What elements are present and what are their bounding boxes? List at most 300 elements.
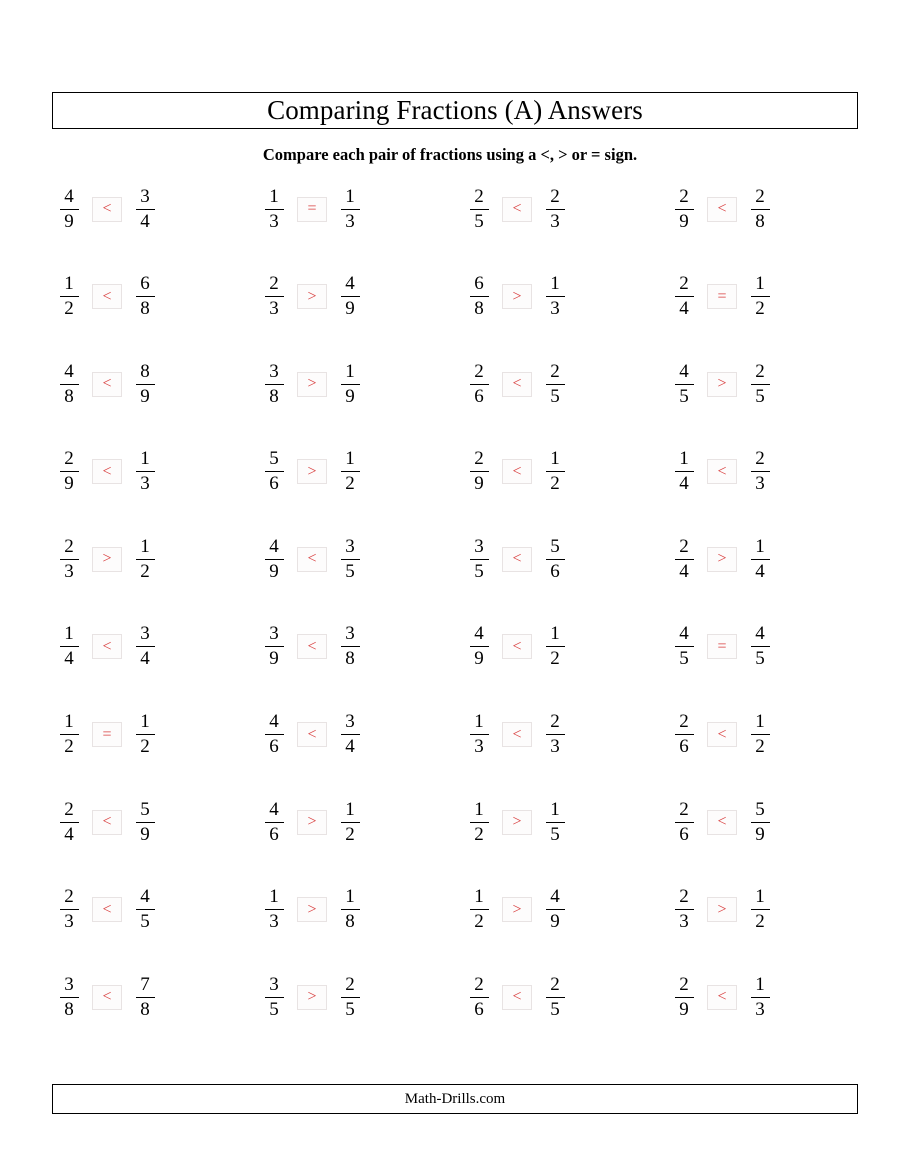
numerator: 2 bbox=[679, 886, 689, 908]
numerator: 1 bbox=[345, 798, 355, 820]
numerator: 4 bbox=[345, 273, 355, 295]
fraction-bar bbox=[546, 209, 565, 210]
denominator: 2 bbox=[474, 823, 484, 845]
answer-box[interactable]: < bbox=[502, 985, 532, 1010]
problem-grid bbox=[44, 176, 864, 1052]
fraction-comparison-problem bbox=[669, 176, 775, 242]
fraction-comparison-problem bbox=[54, 439, 160, 505]
problem-cell bbox=[44, 702, 249, 790]
fraction-comparison-problem bbox=[54, 877, 160, 943]
answer-box[interactable]: = bbox=[707, 284, 737, 309]
problem-cell bbox=[249, 176, 454, 264]
fraction-bar bbox=[675, 559, 694, 560]
fraction-bar bbox=[136, 822, 155, 823]
fraction-bar bbox=[675, 997, 694, 998]
fraction-comparison-problem bbox=[669, 264, 775, 330]
fraction-comparison-problem bbox=[54, 526, 160, 592]
numerator: 1 bbox=[474, 798, 484, 820]
right-fraction bbox=[335, 974, 365, 1021]
denominator: 9 bbox=[345, 298, 355, 320]
denominator: 9 bbox=[140, 823, 150, 845]
denominator: 4 bbox=[64, 823, 74, 845]
right-fraction bbox=[130, 186, 160, 233]
numerator: 2 bbox=[64, 448, 74, 470]
right-fraction bbox=[335, 711, 365, 758]
denominator: 6 bbox=[679, 736, 689, 758]
fraction-comparison-problem bbox=[669, 964, 775, 1030]
right-fraction bbox=[745, 974, 775, 1021]
denominator: 8 bbox=[64, 998, 74, 1020]
numerator: 4 bbox=[474, 623, 484, 645]
fraction-bar bbox=[341, 209, 360, 210]
right-fraction bbox=[745, 186, 775, 233]
answer-box[interactable]: < bbox=[92, 372, 122, 397]
right-fraction bbox=[130, 536, 160, 583]
fraction-bar bbox=[751, 646, 770, 647]
right-fraction bbox=[335, 536, 365, 583]
denominator: 3 bbox=[474, 736, 484, 758]
problem-cell bbox=[249, 439, 454, 527]
numerator: 1 bbox=[474, 711, 484, 733]
problem-row bbox=[44, 439, 864, 527]
problem-cell bbox=[249, 264, 454, 352]
left-fraction bbox=[259, 273, 289, 320]
fraction-bar bbox=[751, 822, 770, 823]
left-fraction bbox=[54, 536, 84, 583]
right-fraction bbox=[130, 974, 160, 1021]
left-fraction bbox=[259, 799, 289, 846]
left-fraction bbox=[464, 974, 494, 1021]
left-fraction bbox=[54, 186, 84, 233]
fraction-bar bbox=[675, 646, 694, 647]
fraction-comparison-problem bbox=[669, 614, 775, 680]
numerator: 4 bbox=[64, 185, 74, 207]
fraction-bar bbox=[136, 734, 155, 735]
answer-box[interactable]: < bbox=[707, 459, 737, 484]
left-fraction bbox=[259, 448, 289, 495]
numerator: 1 bbox=[679, 448, 689, 470]
denominator: 9 bbox=[474, 648, 484, 670]
denominator: 3 bbox=[550, 736, 560, 758]
fraction-comparison-problem bbox=[669, 702, 775, 768]
denominator: 3 bbox=[755, 998, 765, 1020]
answer-box[interactable]: < bbox=[707, 197, 737, 222]
numerator: 1 bbox=[550, 273, 560, 295]
numerator: 4 bbox=[550, 886, 560, 908]
denominator: 3 bbox=[64, 911, 74, 933]
answer-box[interactable]: < bbox=[502, 372, 532, 397]
answer-box[interactable]: > bbox=[502, 897, 532, 922]
denominator: 2 bbox=[140, 736, 150, 758]
denominator: 6 bbox=[474, 385, 484, 407]
fraction-bar bbox=[675, 384, 694, 385]
fraction-comparison-problem bbox=[464, 789, 570, 855]
fraction-comparison-problem bbox=[464, 702, 570, 768]
left-fraction bbox=[464, 799, 494, 846]
answer-box[interactable]: < bbox=[707, 722, 737, 747]
right-fraction bbox=[540, 186, 570, 233]
problem-cell bbox=[44, 614, 249, 702]
right-fraction bbox=[745, 448, 775, 495]
fraction-bar bbox=[470, 997, 489, 998]
fraction-bar bbox=[265, 209, 284, 210]
fraction-comparison-problem bbox=[259, 964, 365, 1030]
denominator: 5 bbox=[474, 210, 484, 232]
denominator: 4 bbox=[679, 560, 689, 582]
fraction-bar bbox=[136, 384, 155, 385]
fraction-bar bbox=[470, 909, 489, 910]
fraction-comparison-problem bbox=[259, 176, 365, 242]
denominator: 3 bbox=[550, 298, 560, 320]
fraction-bar bbox=[470, 734, 489, 735]
fraction-bar bbox=[546, 559, 565, 560]
right-fraction bbox=[335, 273, 365, 320]
numerator: 2 bbox=[550, 973, 560, 995]
answer-box[interactable]: = bbox=[707, 634, 737, 659]
denominator: 9 bbox=[679, 210, 689, 232]
page-title: Comparing Fractions (A) Answers bbox=[267, 95, 643, 125]
numerator: 4 bbox=[269, 535, 279, 557]
left-fraction bbox=[464, 623, 494, 670]
fraction-comparison-problem bbox=[464, 964, 570, 1030]
fraction-bar bbox=[675, 734, 694, 735]
right-fraction bbox=[130, 361, 160, 408]
fraction-bar bbox=[470, 559, 489, 560]
problem-row bbox=[44, 702, 864, 790]
fraction-comparison-problem bbox=[464, 877, 570, 943]
problem-cell bbox=[659, 439, 864, 527]
fraction-bar bbox=[546, 384, 565, 385]
answer-box[interactable]: > bbox=[707, 372, 737, 397]
numerator: 2 bbox=[64, 798, 74, 820]
problem-cell bbox=[44, 526, 249, 614]
fraction-comparison-problem bbox=[54, 264, 160, 330]
fraction-bar bbox=[675, 296, 694, 297]
numerator: 1 bbox=[755, 973, 765, 995]
numerator: 2 bbox=[679, 711, 689, 733]
fraction-bar bbox=[60, 384, 79, 385]
answer-box[interactable]: < bbox=[92, 284, 122, 309]
left-fraction bbox=[464, 886, 494, 933]
denominator: 6 bbox=[550, 560, 560, 582]
fraction-bar bbox=[470, 209, 489, 210]
fraction-comparison-problem bbox=[259, 702, 365, 768]
fraction-bar bbox=[60, 296, 79, 297]
denominator: 5 bbox=[679, 385, 689, 407]
denominator: 9 bbox=[140, 385, 150, 407]
numerator: 1 bbox=[755, 535, 765, 557]
fraction-comparison-problem bbox=[259, 614, 365, 680]
fraction-comparison-problem bbox=[464, 264, 570, 330]
right-fraction bbox=[130, 711, 160, 758]
answer-box[interactable]: < bbox=[92, 985, 122, 1010]
instructions-text: Compare each pair of fractions using a <, > or = sign. bbox=[262, 145, 638, 164]
fraction-bar bbox=[136, 209, 155, 210]
denominator: 3 bbox=[679, 911, 689, 933]
right-fraction bbox=[745, 361, 775, 408]
left-fraction bbox=[669, 273, 699, 320]
right-fraction bbox=[335, 623, 365, 670]
numerator: 2 bbox=[550, 360, 560, 382]
answer-box[interactable]: < bbox=[707, 810, 737, 835]
numerator: 2 bbox=[679, 973, 689, 995]
denominator: 3 bbox=[140, 473, 150, 495]
denominator: 4 bbox=[679, 473, 689, 495]
numerator: 2 bbox=[679, 185, 689, 207]
fraction-comparison-problem bbox=[259, 439, 365, 505]
right-fraction bbox=[335, 886, 365, 933]
fraction-bar bbox=[341, 822, 360, 823]
numerator: 1 bbox=[755, 273, 765, 295]
fraction-bar bbox=[751, 209, 770, 210]
answer-box[interactable]: > bbox=[297, 810, 327, 835]
answer-box[interactable]: < bbox=[92, 634, 122, 659]
fraction-bar bbox=[341, 734, 360, 735]
left-fraction bbox=[464, 361, 494, 408]
right-fraction bbox=[540, 536, 570, 583]
left-fraction bbox=[54, 886, 84, 933]
answer-box[interactable]: < bbox=[502, 547, 532, 572]
fraction-bar bbox=[341, 296, 360, 297]
left-fraction bbox=[259, 186, 289, 233]
numerator: 1 bbox=[64, 711, 74, 733]
denominator: 8 bbox=[345, 911, 355, 933]
right-fraction bbox=[745, 623, 775, 670]
denominator: 6 bbox=[269, 736, 279, 758]
denominator: 9 bbox=[269, 648, 279, 670]
fraction-bar bbox=[136, 646, 155, 647]
answer-box[interactable]: < bbox=[92, 197, 122, 222]
numerator: 1 bbox=[345, 185, 355, 207]
answer-box[interactable]: < bbox=[297, 722, 327, 747]
problem-cell bbox=[659, 789, 864, 877]
fraction-bar bbox=[751, 734, 770, 735]
denominator: 2 bbox=[550, 648, 560, 670]
problem-cell bbox=[249, 789, 454, 877]
left-fraction bbox=[669, 623, 699, 670]
numerator: 2 bbox=[345, 973, 355, 995]
fraction-comparison-problem bbox=[54, 351, 160, 417]
denominator: 8 bbox=[269, 385, 279, 407]
denominator: 9 bbox=[755, 823, 765, 845]
denominator: 5 bbox=[755, 648, 765, 670]
fraction-bar bbox=[751, 471, 770, 472]
numerator: 4 bbox=[140, 886, 150, 908]
numerator: 1 bbox=[345, 448, 355, 470]
denominator: 3 bbox=[269, 911, 279, 933]
fraction-bar bbox=[265, 384, 284, 385]
numerator: 2 bbox=[474, 360, 484, 382]
fraction-bar bbox=[341, 997, 360, 998]
fraction-bar bbox=[470, 296, 489, 297]
denominator: 8 bbox=[140, 298, 150, 320]
fraction-bar bbox=[546, 822, 565, 823]
denominator: 8 bbox=[474, 298, 484, 320]
numerator: 4 bbox=[679, 623, 689, 645]
problem-cell bbox=[659, 702, 864, 790]
answer-box[interactable]: > bbox=[502, 810, 532, 835]
numerator: 1 bbox=[474, 886, 484, 908]
numerator: 2 bbox=[550, 185, 560, 207]
fraction-bar bbox=[546, 734, 565, 735]
right-fraction bbox=[130, 799, 160, 846]
fraction-comparison-problem bbox=[259, 526, 365, 592]
problem-row bbox=[44, 264, 864, 352]
denominator: 6 bbox=[269, 473, 279, 495]
denominator: 3 bbox=[550, 210, 560, 232]
left-fraction bbox=[669, 186, 699, 233]
left-fraction bbox=[464, 711, 494, 758]
fraction-comparison-problem bbox=[54, 176, 160, 242]
fraction-comparison-problem bbox=[54, 789, 160, 855]
numerator: 2 bbox=[755, 185, 765, 207]
denominator: 9 bbox=[679, 998, 689, 1020]
denominator: 4 bbox=[755, 560, 765, 582]
problem-cell bbox=[44, 877, 249, 965]
denominator: 5 bbox=[550, 823, 560, 845]
denominator: 3 bbox=[64, 560, 74, 582]
problem-cell bbox=[659, 614, 864, 702]
denominator: 5 bbox=[474, 560, 484, 582]
numerator: 2 bbox=[755, 448, 765, 470]
fraction-bar bbox=[265, 471, 284, 472]
problem-row bbox=[44, 964, 864, 1052]
fraction-comparison-problem bbox=[259, 264, 365, 330]
fraction-bar bbox=[60, 997, 79, 998]
answer-box[interactable]: < bbox=[707, 985, 737, 1010]
numerator: 2 bbox=[64, 886, 74, 908]
answer-box[interactable]: < bbox=[297, 547, 327, 572]
answer-box[interactable]: < bbox=[502, 634, 532, 659]
numerator: 1 bbox=[140, 535, 150, 557]
problem-cell bbox=[454, 264, 659, 352]
answer-box[interactable]: > bbox=[297, 985, 327, 1010]
fraction-bar bbox=[265, 734, 284, 735]
numerator: 1 bbox=[755, 711, 765, 733]
left-fraction bbox=[464, 186, 494, 233]
numerator: 1 bbox=[140, 448, 150, 470]
answer-box[interactable]: > bbox=[707, 547, 737, 572]
problem-cell bbox=[249, 964, 454, 1052]
denominator: 9 bbox=[550, 911, 560, 933]
numerator: 2 bbox=[679, 535, 689, 557]
fraction-bar bbox=[341, 471, 360, 472]
problem-cell bbox=[659, 351, 864, 439]
denominator: 5 bbox=[345, 998, 355, 1020]
left-fraction bbox=[54, 799, 84, 846]
answer-box[interactable]: < bbox=[297, 634, 327, 659]
fraction-bar bbox=[341, 384, 360, 385]
fraction-bar bbox=[265, 822, 284, 823]
answer-box[interactable]: > bbox=[297, 284, 327, 309]
denominator: 8 bbox=[64, 385, 74, 407]
left-fraction bbox=[259, 886, 289, 933]
answer-box[interactable]: < bbox=[92, 459, 122, 484]
right-fraction bbox=[540, 799, 570, 846]
fraction-bar bbox=[675, 209, 694, 210]
problem-cell bbox=[249, 351, 454, 439]
right-fraction bbox=[335, 361, 365, 408]
right-fraction bbox=[130, 448, 160, 495]
problem-cell bbox=[454, 702, 659, 790]
answer-box[interactable]: < bbox=[502, 459, 532, 484]
fraction-bar bbox=[136, 296, 155, 297]
title-box bbox=[52, 92, 858, 129]
denominator: 5 bbox=[550, 385, 560, 407]
numerator: 3 bbox=[345, 711, 355, 733]
right-fraction bbox=[540, 273, 570, 320]
numerator: 4 bbox=[679, 360, 689, 382]
numerator: 4 bbox=[269, 798, 279, 820]
denominator: 9 bbox=[474, 473, 484, 495]
answer-box[interactable]: > bbox=[297, 372, 327, 397]
denominator: 3 bbox=[755, 473, 765, 495]
right-fraction bbox=[540, 448, 570, 495]
answer-box[interactable]: < bbox=[92, 897, 122, 922]
numerator: 3 bbox=[269, 360, 279, 382]
fraction-bar bbox=[265, 646, 284, 647]
right-fraction bbox=[335, 799, 365, 846]
answer-box[interactable]: > bbox=[92, 547, 122, 572]
denominator: 2 bbox=[755, 298, 765, 320]
left-fraction bbox=[669, 448, 699, 495]
answer-box[interactable]: < bbox=[502, 197, 532, 222]
numerator: 7 bbox=[140, 973, 150, 995]
answer-box[interactable]: > bbox=[707, 897, 737, 922]
left-fraction bbox=[669, 711, 699, 758]
numerator: 6 bbox=[140, 273, 150, 295]
problem-cell bbox=[44, 964, 249, 1052]
right-fraction bbox=[130, 886, 160, 933]
denominator: 2 bbox=[755, 736, 765, 758]
problem-cell bbox=[44, 439, 249, 527]
numerator: 5 bbox=[550, 535, 560, 557]
fraction-bar bbox=[60, 471, 79, 472]
numerator: 2 bbox=[679, 273, 689, 295]
problem-cell bbox=[659, 264, 864, 352]
fraction-bar bbox=[265, 296, 284, 297]
right-fraction bbox=[540, 974, 570, 1021]
fraction-comparison-problem bbox=[464, 176, 570, 242]
fraction-comparison-problem bbox=[464, 351, 570, 417]
denominator: 5 bbox=[679, 648, 689, 670]
answer-box[interactable]: < bbox=[502, 722, 532, 747]
footer-box bbox=[52, 1084, 858, 1114]
answer-box[interactable]: > bbox=[297, 459, 327, 484]
answer-box[interactable]: > bbox=[502, 284, 532, 309]
left-fraction bbox=[259, 974, 289, 1021]
fraction-comparison-problem bbox=[54, 614, 160, 680]
answer-box[interactable]: = bbox=[92, 722, 122, 747]
right-fraction bbox=[335, 186, 365, 233]
answer-box[interactable]: > bbox=[297, 897, 327, 922]
left-fraction bbox=[669, 536, 699, 583]
fraction-comparison-problem bbox=[259, 877, 365, 943]
denominator: 9 bbox=[269, 560, 279, 582]
fraction-bar bbox=[546, 471, 565, 472]
problem-cell bbox=[659, 526, 864, 614]
denominator: 2 bbox=[64, 298, 74, 320]
numerator: 2 bbox=[755, 360, 765, 382]
right-fraction bbox=[130, 273, 160, 320]
problem-row bbox=[44, 614, 864, 702]
fraction-bar bbox=[751, 384, 770, 385]
left-fraction bbox=[54, 361, 84, 408]
denominator: 5 bbox=[345, 560, 355, 582]
answer-box[interactable]: < bbox=[92, 810, 122, 835]
numerator: 1 bbox=[269, 185, 279, 207]
answer-box[interactable]: = bbox=[297, 197, 327, 222]
